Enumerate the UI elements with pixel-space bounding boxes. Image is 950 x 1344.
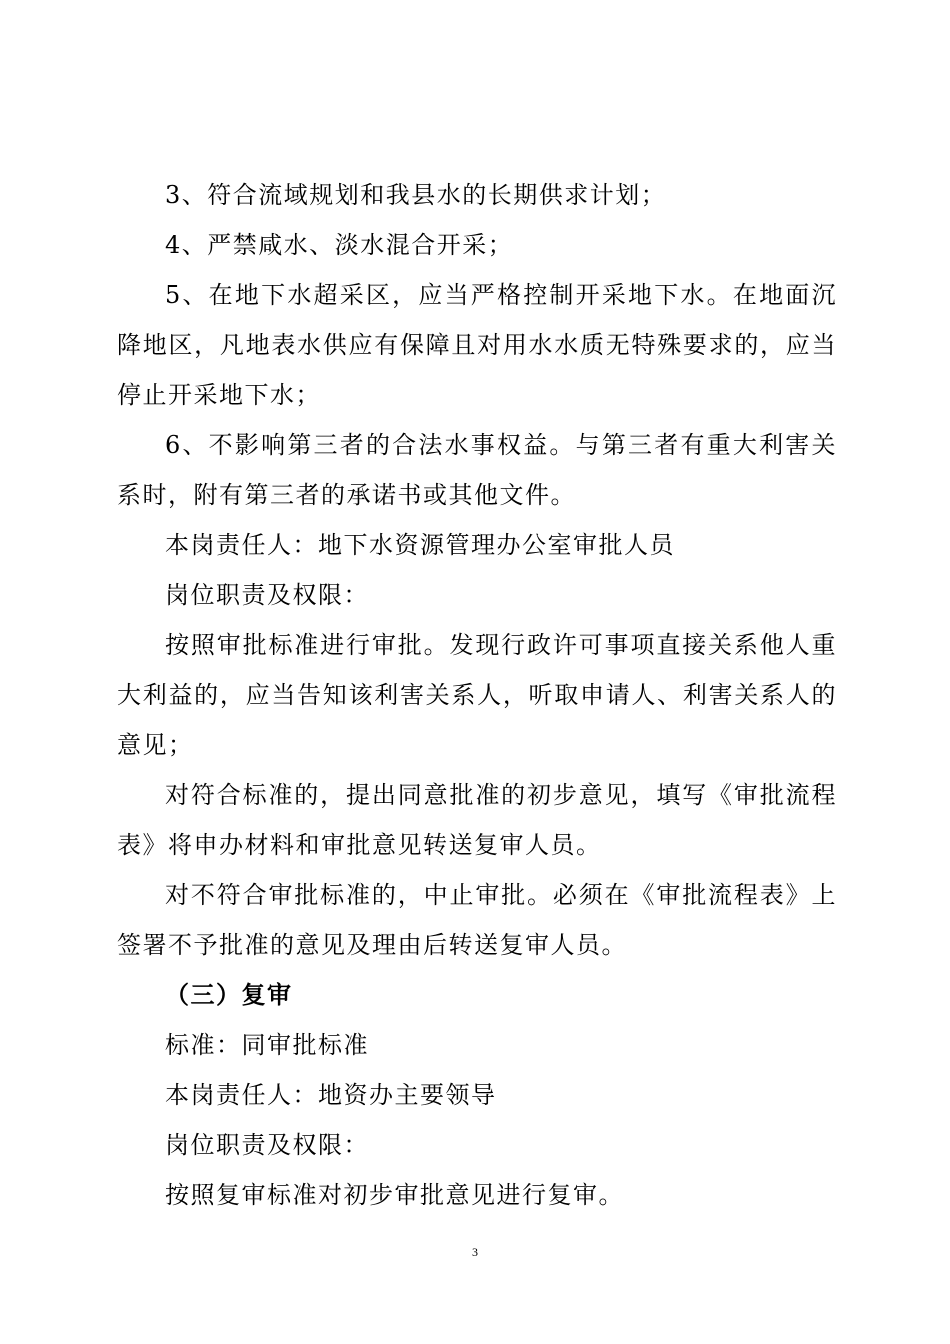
approval-nonconforming-paragraph: 对不符合审批标准的，中止审批。必须在《审批流程表》上签署不予批准的意见及理由后转送复审人员。 bbox=[117, 881, 837, 959]
item-6-paragraph: 6、不影响第三者的合法水事权益。与第三者有重大利害关系时，附有第三者的承诺书或其他文件。 bbox=[117, 431, 837, 509]
review-standard-paragraph: 标准：同审批标准 bbox=[165, 1031, 369, 1059]
reviewer-duties-label: 岗位职责及权限： bbox=[165, 1131, 369, 1159]
approval-conforming-paragraph: 对符合标准的，提出同意批准的初步意见，填写《审批流程表》将申办材料和审批意见转送复审人员。 bbox=[117, 781, 837, 859]
review-section-heading: （三）复审 bbox=[165, 981, 293, 1009]
approver-duties-label: 岗位职责及权限： bbox=[165, 581, 369, 609]
item-4-paragraph: 4、严禁咸水、淡水混合开采； bbox=[165, 231, 514, 259]
reviewer-responsible-paragraph: 本岗责任人：地资办主要领导 bbox=[165, 1081, 497, 1109]
review-procedure-paragraph: 按照复审标准对初步审批意见进行复审。 bbox=[165, 1181, 624, 1209]
page-number: 3 bbox=[472, 1245, 478, 1259]
item-5-paragraph: 5、在地下水超采区，应当严格控制开采地下水。在地面沉降地区，凡地表水供应有保障且对用水水质无特殊要求的，应当停止开采地下水； bbox=[117, 281, 837, 409]
document-body bbox=[117, 170, 837, 1220]
approval-procedure-paragraph: 按照审批标准进行审批。发现行政许可事项直接关系他人重大利益的，应当告知该利害关系人，听取申请人、利害关系人的意见； bbox=[117, 631, 837, 759]
item-3-paragraph: 3、符合流域规划和我县水的长期供求计划； bbox=[165, 181, 667, 209]
approver-responsible-paragraph: 本岗责任人：地下水资源管理办公室审批人员 bbox=[165, 531, 675, 559]
